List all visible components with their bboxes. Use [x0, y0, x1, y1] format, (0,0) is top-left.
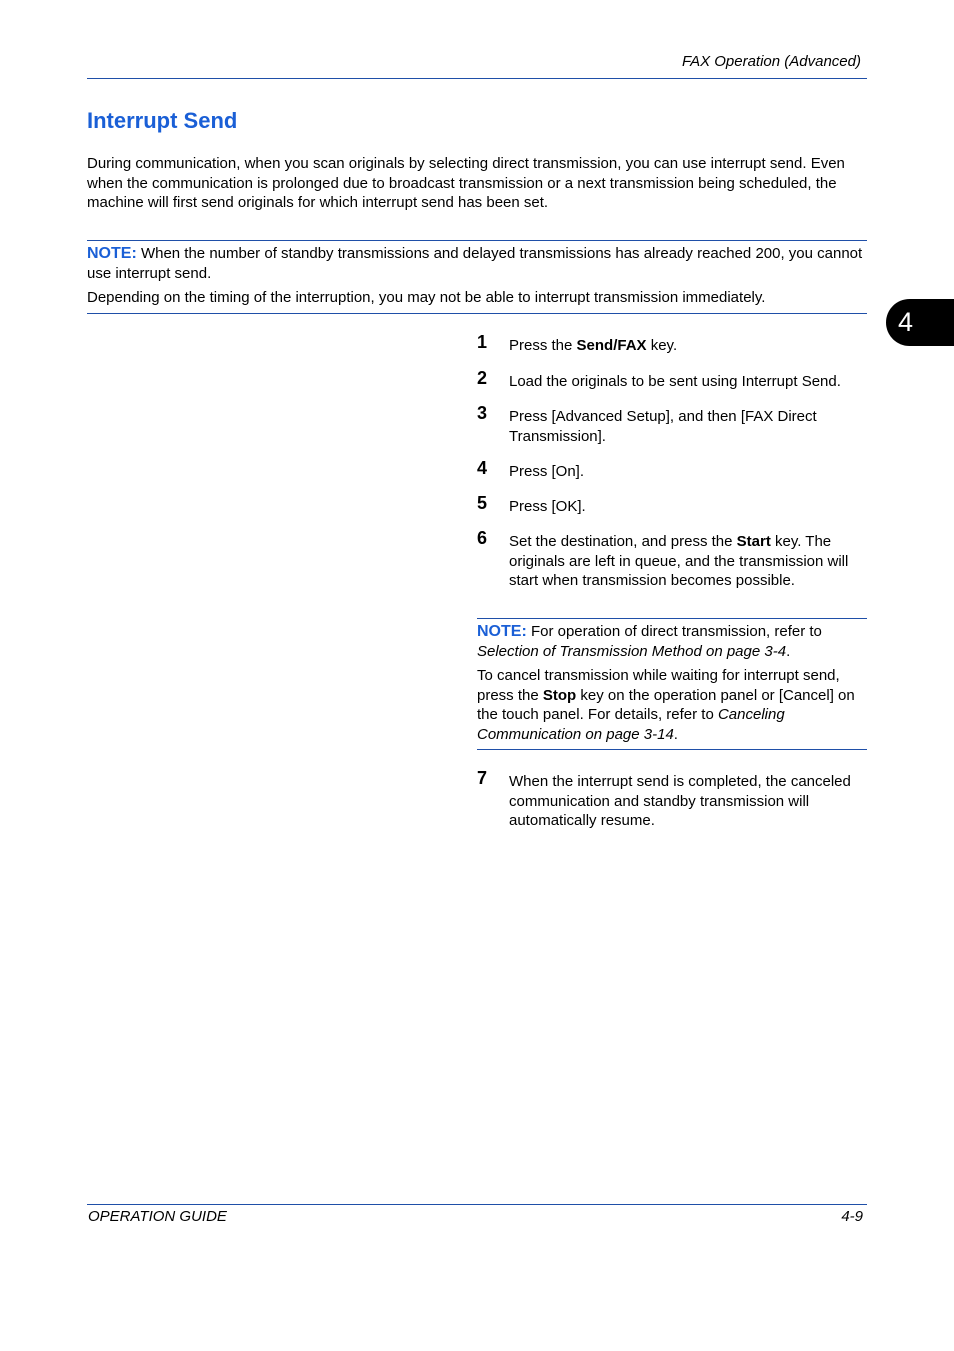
step-text: Press [On]. — [509, 463, 585, 480]
step-number: 4 — [477, 458, 488, 478]
note2-top-rule — [477, 618, 867, 619]
key-name: Stop — [542, 686, 577, 704]
note-box-2 — [477, 622, 869, 744]
footer-rule — [87, 1204, 867, 1205]
step-number: 6 — [477, 528, 488, 548]
note-box — [87, 244, 867, 308]
step-5 — [477, 493, 869, 517]
running-header: FAX Operation (Advanced) — [682, 53, 861, 70]
note-top-rule — [87, 240, 867, 241]
step-6 — [477, 528, 869, 591]
key-name: Start — [736, 533, 771, 550]
page-number: 4-9 — [841, 1208, 863, 1225]
note-paragraph — [87, 244, 867, 284]
section-title: Interrupt Send — [87, 108, 238, 133]
step-text: Press [Advanced Setup], and then [FAX Direct Transmission]. — [509, 408, 817, 445]
step-text: Set the destination, and press the Start key. The originals are left in queue, and the transmission will start when transmission becomes possible. — [509, 533, 849, 589]
step-number: 3 — [477, 403, 488, 423]
note2-bottom-rule — [477, 749, 867, 750]
cross-reference: Selection of Transmission Method on page 3-4 — [477, 642, 787, 660]
key-name: Send/FAX — [576, 337, 647, 354]
step-number: 5 — [477, 493, 488, 513]
step-text: Press the Send/FAX key. — [509, 337, 678, 354]
step-4 — [477, 458, 869, 482]
step-3 — [477, 403, 869, 446]
note-paragraph-2: Depending on the timing of the interruption, you may not be able to interrupt transmission immediately. — [87, 289, 766, 306]
header-rule — [87, 78, 867, 79]
footer-guide-title: OPERATION GUIDE — [88, 1208, 227, 1225]
chapter-tab: 4 — [886, 299, 954, 346]
step-number: 2 — [477, 368, 488, 388]
note-bottom-rule — [87, 313, 867, 314]
step-1 — [477, 332, 869, 356]
step-number: 7 — [477, 768, 488, 788]
note2-paragraph-a: NOTE: For operation of direct transmission, refer to Selection of Transmission Method on page 3-4. — [477, 623, 822, 660]
step-2 — [477, 368, 869, 392]
note-label: NOTE: — [87, 245, 137, 262]
note2-paragraph-b: To cancel transmission while waiting for interrupt send, press the Stop key on the operation panel or [Cancel] on the touch panel. For details, refer to Canceling Communication on page 3-14. — [477, 667, 855, 743]
step-7 — [477, 768, 869, 831]
cross-reference: Canceling Communication on page 3-14 — [477, 706, 785, 743]
step-text: Press [OK]. — [509, 498, 586, 515]
step-text: Load the originals to be sent using Interrupt Send. — [509, 373, 841, 390]
note-label: NOTE: — [477, 623, 527, 640]
step-number: 1 — [477, 332, 488, 352]
note-text: When the number of standby transmissions and delayed transmissions has already reached 200, you cannot use interrupt send. — [87, 245, 863, 282]
step-text: When the interrupt send is completed, the canceled communication and standby transmission will automatically resume. — [509, 773, 851, 829]
intro-paragraph: During communication, when you scan originals by selecting direct transmission, you can use interrupt send. Even when the communication is prolonged due to broadcast transmission or a next transmission being scheduled, the machine will first send originals for which interrupt send has been set. — [87, 155, 845, 211]
